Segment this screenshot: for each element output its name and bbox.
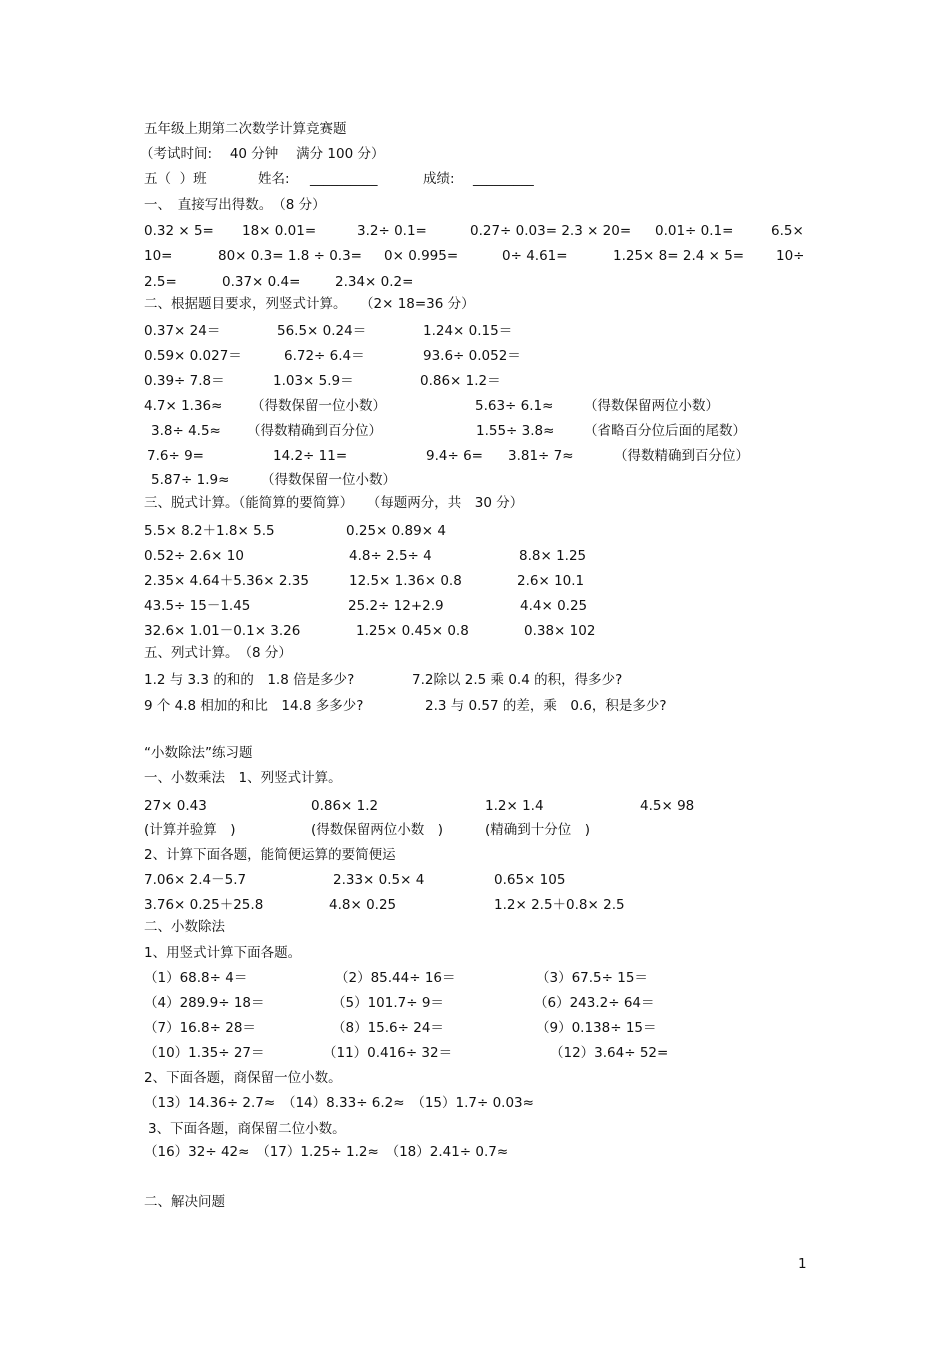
- section5-heading: 五、列式计算。 （8 分）: [144, 645, 292, 661]
- s1-item: 1.25× 8= 2.4 × 5=: [613, 248, 745, 264]
- name-blank: __________: [310, 171, 378, 187]
- s2-item: 3.81÷ 7≈: [508, 448, 574, 464]
- mult-note: (得数保留两位小数 ): [311, 822, 444, 838]
- easy-item: 0.65× 105: [494, 872, 566, 888]
- s3-item: 1.25× 0.45× 0.8: [356, 623, 469, 639]
- s3-item: 5.5× 8.2＋1.8× 5.5: [144, 523, 275, 539]
- division-heading: 二、小数除法: [144, 919, 225, 935]
- s3-item: 43.5÷ 15－1.45: [144, 598, 251, 614]
- s1-item: 10=: [144, 248, 173, 264]
- page-number: 1: [798, 1256, 807, 1272]
- s2-item: 7.6÷ 9=: [147, 448, 204, 464]
- s2-item: 1.55÷ 3.8≈: [476, 423, 555, 439]
- s1-item: 2.5=: [144, 274, 177, 290]
- mult-item: 4.5× 98: [640, 798, 695, 814]
- s2-note: （得数精确到百分位）: [614, 448, 749, 464]
- division-sub2: 2、下面各题，商保留一位小数。: [144, 1070, 342, 1086]
- s2-note: （得数保留一位小数）: [261, 472, 396, 488]
- document-title: 五年级上期第二次数学计算竞赛题: [144, 121, 347, 137]
- section2-heading: 二、根据题目要求，列竖式计算。 （2× 18=36 分）: [144, 296, 475, 312]
- exam-info: （考试时间: 40 分钟 满分 100 分）: [140, 146, 385, 162]
- practice-title: “小数除法”练习题: [144, 745, 253, 761]
- easy-item: 4.8× 0.25: [329, 897, 397, 913]
- s2-item: 4.7× 1.36≈: [144, 398, 223, 414]
- s2-item: 0.59× 0.027＝: [144, 348, 242, 364]
- s3-item: 4.8÷ 2.5÷ 4: [349, 548, 432, 564]
- s2-item: 5.87÷ 1.9≈: [151, 472, 230, 488]
- div-item: （11）0.416÷ 32＝: [323, 1045, 453, 1061]
- s2-note: （得数保留一位小数）: [251, 398, 386, 414]
- easy-item: 3.76× 0.25＋25.8: [144, 897, 264, 913]
- s3-item: 32.6× 1.01－0.1× 3.26: [144, 623, 301, 639]
- div-row-rounding: （16）32÷ 42≈ （17）1.25÷ 1.2≈ （18）2.41÷ 0.7≈: [144, 1144, 509, 1160]
- s2-note: （得数精确到百分位）: [247, 423, 382, 439]
- s2-item: 1.03× 5.9＝: [273, 373, 354, 389]
- class-field: 五（ ）班: [144, 171, 207, 187]
- s2-item: 0.37× 24＝: [144, 323, 221, 339]
- s2-item: 1.24× 0.15＝: [423, 323, 513, 339]
- s3-item: 2.6× 10.1: [517, 573, 585, 589]
- s3-item: 12.5× 1.36× 0.8: [349, 573, 462, 589]
- s3-item: 8.8× 1.25: [519, 548, 587, 564]
- s3-item: 0.52÷ 2.6× 10: [144, 548, 244, 564]
- s2-item: 93.6÷ 0.052＝: [423, 348, 521, 364]
- div-item: （9）0.138÷ 15＝: [536, 1020, 657, 1036]
- s1-item: 0.37× 0.4=: [222, 274, 301, 290]
- s2-item: 14.2÷ 11=: [273, 448, 348, 464]
- s1-item: 3.2÷ 0.1=: [357, 223, 427, 239]
- mult-heading: 一、小数乘法 1、列竖式计算。: [144, 770, 342, 786]
- s5-question: 2.3 与 0.57 的差，乘 0.6，积是多少?: [425, 698, 667, 714]
- name-label: 姓名:: [258, 171, 290, 187]
- div-item: （6）243.2÷ 64＝: [534, 995, 655, 1011]
- s1-item: 0.27÷ 0.03= 2.3 × 20=: [470, 223, 632, 239]
- s1-item: 2.34× 0.2=: [335, 274, 414, 290]
- div-item: （2）85.44÷ 16＝: [335, 970, 456, 986]
- s3-item: 2.35× 4.64＋5.36× 2.35: [144, 573, 309, 589]
- s5-question: 9 个 4.8 相加的和比 14.8 多多少?: [144, 698, 364, 714]
- div-item: （7）16.8÷ 28＝: [144, 1020, 256, 1036]
- easy-item: 1.2× 2.5＋0.8× 2.5: [494, 897, 625, 913]
- section3-heading: 三、脱式计算。（能简算的要简算） （每题两分，共 30 分）: [144, 495, 524, 511]
- s2-item: 3.8÷ 4.5≈: [151, 423, 221, 439]
- mult-item: 27× 0.43: [144, 798, 207, 814]
- s2-item: 9.4÷ 6=: [426, 448, 483, 464]
- division-sub1: 1、用竖式计算下面各题。: [144, 945, 302, 961]
- s1-item: 0÷ 4.61=: [502, 248, 568, 264]
- mult-item: 1.2× 1.4: [485, 798, 544, 814]
- s1-item: 10÷: [776, 248, 805, 264]
- s5-question: 1.2 与 3.3 的和的 1.8 倍是多少?: [144, 672, 355, 688]
- s2-item: 56.5× 0.24＝: [277, 323, 367, 339]
- s2-item: 6.72÷ 6.4＝: [284, 348, 365, 364]
- easy-item: 2.33× 0.5× 4: [333, 872, 425, 888]
- s5-question: 7.2除以 2.5 乘 0.4 的积，得多少?: [412, 672, 623, 688]
- section1-heading: 一、 直接写出得数。 （8 分）: [144, 197, 326, 213]
- s3-item: 4.4× 0.25: [520, 598, 588, 614]
- mult-note: (计算并验算 ): [144, 822, 236, 838]
- div-item: （1）68.8÷ 4＝: [144, 970, 248, 986]
- s1-item: 6.5×: [771, 223, 804, 239]
- div-item: （12）3.64÷ 52=: [550, 1045, 669, 1061]
- s2-item: 0.39÷ 7.8＝: [144, 373, 225, 389]
- mult-item: 0.86× 1.2: [311, 798, 379, 814]
- s2-item: 5.63÷ 6.1≈: [475, 398, 554, 414]
- easy-calc-heading: 2、计算下面各题，能简便运算的要简便运: [144, 847, 396, 863]
- s2-note: （省略百分位后面的尾数）: [584, 423, 746, 439]
- s3-item: 0.25× 0.89× 4: [346, 523, 446, 539]
- score-label: 成绩:: [423, 171, 455, 187]
- s1-item: 80× 0.3= 1.8 ÷ 0.3=: [218, 248, 362, 264]
- s2-note: （得数保留两位小数）: [584, 398, 719, 414]
- s2-item: 0.86× 1.2＝: [420, 373, 501, 389]
- division-sub3: 3、下面各题，商保留二位小数。: [148, 1121, 346, 1137]
- score-blank: _________: [473, 171, 534, 187]
- div-item: （10）1.35÷ 27＝: [144, 1045, 265, 1061]
- div-item: （3）67.5÷ 15＝: [536, 970, 648, 986]
- s1-item: 0× 0.995=: [384, 248, 459, 264]
- s1-item: 0.32 × 5=: [144, 223, 214, 239]
- div-item: （5）101.7÷ 9＝: [332, 995, 444, 1011]
- div-item: （4）289.9÷ 18＝: [144, 995, 265, 1011]
- s1-item: 18× 0.01=: [242, 223, 317, 239]
- mult-note: (精确到十分位 ): [485, 822, 591, 838]
- easy-item: 7.06× 2.4－5.7: [144, 872, 247, 888]
- s3-item: 25.2÷ 12+2.9: [348, 598, 444, 614]
- solve-problems-heading: 二、解决问题: [144, 1194, 225, 1210]
- s1-item: 0.01÷ 0.1=: [655, 223, 734, 239]
- div-item: （8）15.6÷ 24＝: [332, 1020, 444, 1036]
- div-row-rounding: （13）14.36÷ 2.7≈ （14）8.33÷ 6.2≈ （15）1.7÷ 0.03≈: [144, 1095, 534, 1111]
- s3-item: 0.38× 102: [524, 623, 596, 639]
